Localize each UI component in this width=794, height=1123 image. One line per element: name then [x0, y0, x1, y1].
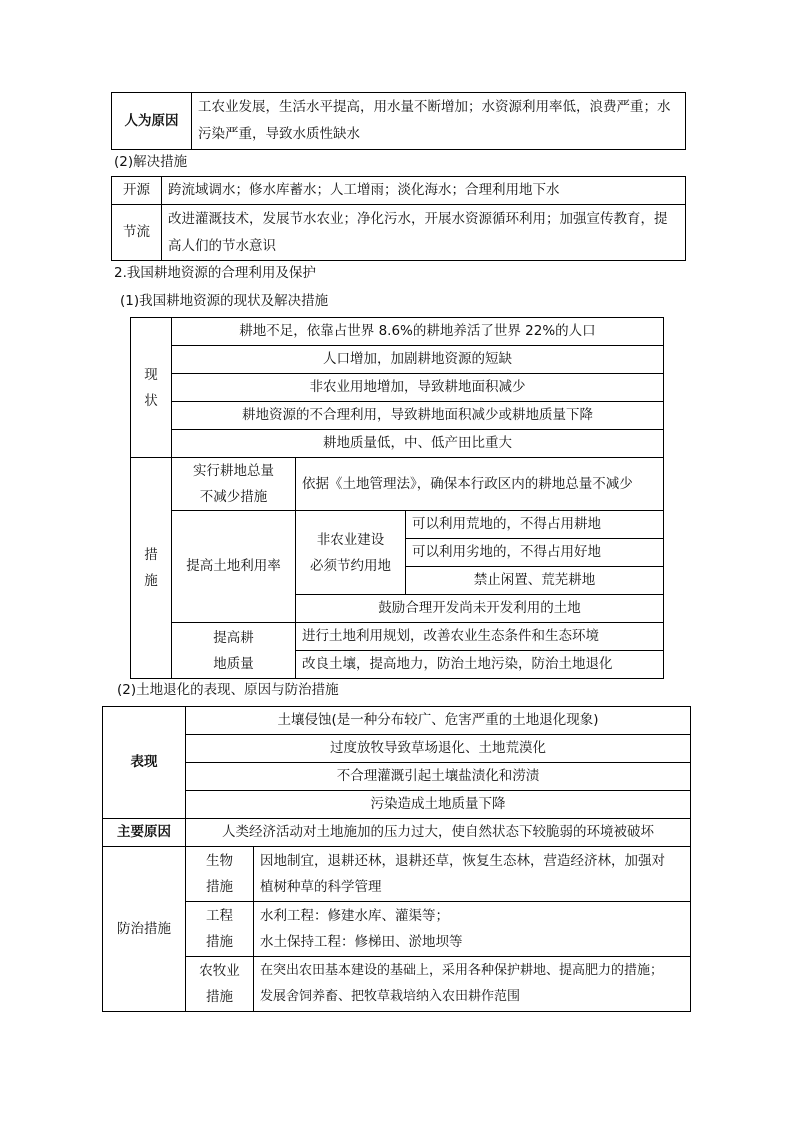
table-row: [103, 791, 691, 819]
table-solutions: [111, 176, 686, 261]
heading-degradation: (2)土地退化的表现、原因与防治措施: [117, 682, 339, 698]
table-row: [103, 763, 691, 791]
heading-land: 2.我国耕地资源的合理利用及保护: [114, 265, 316, 281]
cause-text: 人类经济活动对土地施加的压力过大，使自然状态下较脆弱的环境被破坏: [186, 819, 691, 847]
prevention-text: 水利工程：修建水库、灌渠等； 水土保持工程：修梯田、淤地坝等: [254, 902, 691, 957]
prevention-sub-label: 生物 措施: [186, 847, 254, 902]
table-row: [131, 346, 664, 374]
table-human-causes: [111, 92, 686, 150]
table-row: [103, 819, 691, 847]
performance-cell: 土壤侵蚀(是一种分布较广、危害严重的土地退化现象): [186, 707, 691, 735]
row-text: 工农业发展，生活水平提高，用水量不断增加；水资源利用率低，浪费严重；水污染严重，导致水质性缺水: [192, 93, 686, 150]
total-text: 依据《土地管理法》，确保本行政区内的耕地总量不减少: [296, 458, 664, 511]
status-label: 现 状: [131, 318, 172, 458]
performance-label: 表现: [103, 707, 186, 819]
table-row: [103, 957, 691, 1012]
total-label: 实行耕地总量 不减少措施: [172, 458, 296, 511]
prevention-text: 在突出农田基本建设的基础上，采用各种保护耕地、提高肥力的措施； 发展舍饲养畜、把牧草栽培纳入农田耕作范围: [254, 957, 691, 1012]
table-row: [131, 511, 664, 539]
measures-label: 措 施: [131, 458, 172, 679]
table-land-status: [130, 317, 664, 679]
table-land-degradation: [102, 706, 691, 1012]
nonag-cell: 可以利用荒地的，不得占用耕地: [406, 511, 664, 539]
nonag-cell: 禁止闲置、荒芜耕地: [406, 567, 664, 595]
table-row: [131, 402, 664, 430]
performance-cell: 不合理灌溉引起土壤盐渍化和涝渍: [186, 763, 691, 791]
table-row: [131, 430, 664, 458]
prevention-label: 防治措施: [103, 847, 186, 1012]
table-row: [131, 623, 664, 651]
performance-cell: 污染造成土地质量下降: [186, 791, 691, 819]
status-cell: 耕地资源的不合理利用，导致耕地面积减少或耕地质量下降: [172, 402, 664, 430]
table-row: [112, 93, 686, 150]
performance-cell: 过度放牧导致草场退化、土地荒漠化: [186, 735, 691, 763]
quality-cell: 进行土地利用规划，改善农业生态条件和生态环境: [296, 623, 664, 651]
table-row: [103, 735, 691, 763]
quality-label: 提高耕 地质量: [172, 623, 296, 679]
status-cell: 耕地不足，依靠占世界 8.6%的耕地养活了世界 22%的人口: [172, 318, 664, 346]
row-text: 改进灌溉技术，发展节水农业；净化污水，开展水资源循环利用；加强宣传教育，提高人们的节水意识: [162, 205, 686, 261]
prevention-text: 因地制宜，退耕还林，退耕还草，恢复生态林，营造经济林，加强对 植树种草的科学管理: [254, 847, 691, 902]
heading-solutions: (2)解决措施: [114, 154, 188, 170]
table-row: [103, 902, 691, 957]
table-row: [131, 374, 664, 402]
prevention-sub-label: 工程 措施: [186, 902, 254, 957]
status-cell: 耕地质量低，中、低产田比重大: [172, 430, 664, 458]
heading-land-status: (1)我国耕地资源的现状及解决措施: [120, 293, 329, 309]
table-row: [112, 205, 686, 261]
table-row: [103, 707, 691, 735]
encourage-text: 鼓励合理开发尚未开发利用的土地: [296, 595, 664, 623]
rate-label: 提高土地利用率: [172, 511, 296, 623]
quality-cell: 改良土壤，提高地力，防治土地污染，防治土地退化: [296, 651, 664, 679]
table-row: [131, 318, 664, 346]
status-cell: 人口增加，加剧耕地资源的短缺: [172, 346, 664, 374]
table-row: [131, 458, 664, 511]
row-label: 人为原因: [112, 93, 192, 150]
row-label: 节流: [112, 205, 162, 261]
table-row: [112, 177, 686, 205]
cause-label: 主要原因: [103, 819, 186, 847]
prevention-sub-label: 农牧业 措施: [186, 957, 254, 1012]
table-row: [103, 847, 691, 902]
row-text: 跨流域调水；修水库蓄水；人工增雨；淡化海水；合理利用地下水: [162, 177, 686, 205]
row-label: 开源: [112, 177, 162, 205]
nonag-cell: 可以利用劣地的，不得占用好地: [406, 539, 664, 567]
status-cell: 非农业用地增加，导致耕地面积减少: [172, 374, 664, 402]
nonag-label: 非农业建设 必须节约用地: [296, 511, 406, 595]
